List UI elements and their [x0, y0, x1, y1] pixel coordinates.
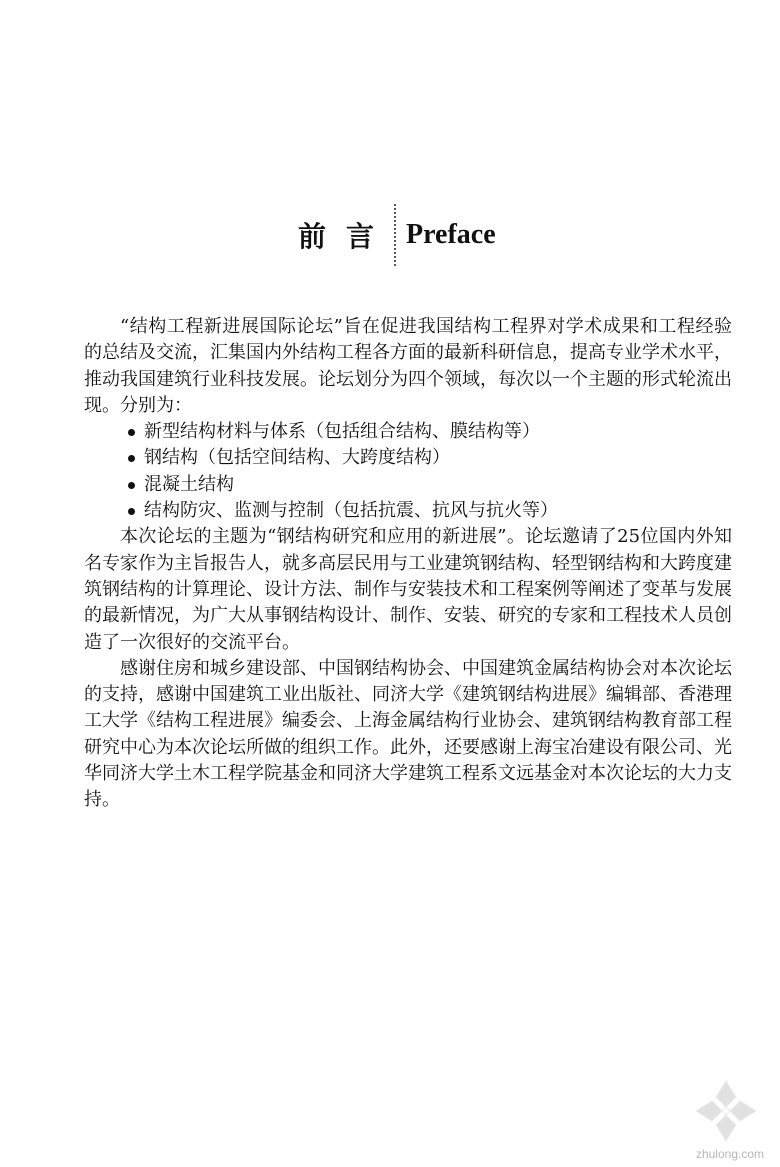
- bullet-icon: [128, 482, 135, 489]
- topic-list-item: [128, 498, 732, 524]
- topic-label: 新型结构材料与体系（包括组合结构、膜结构等）: [144, 421, 540, 443]
- topic-label: 结构防灾、监测与控制（包括抗震、抗风与抗火等）: [144, 500, 558, 522]
- bullet-icon: [128, 429, 135, 436]
- watermark-text: zhulong.com: [695, 1147, 764, 1161]
- title-english: Preface: [406, 219, 496, 250]
- topic-list-item: [128, 472, 732, 498]
- watermark-logo-icon: [692, 1077, 760, 1145]
- title-chinese: 前言: [298, 220, 395, 253]
- topic-list-item: [128, 419, 732, 445]
- topic-label: 钢结构（包括空间结构、大跨度结构）: [144, 447, 450, 469]
- topic-list: [84, 419, 732, 524]
- bullet-icon: [128, 455, 135, 462]
- topic-label: 混凝土结构: [144, 473, 234, 495]
- intro-paragraph: “结构工程新进展国际论坛”旨在促进我国结构工程界对学术成果和工程经验的总结及交流，汇集国内外结构工程各方面的最新科研信息，提高专业学术水平，推动我国建筑行业科技发展。论坛划分为四个领域，每次以一个主题的形式轮流出现。分别为：: [84, 316, 732, 416]
- bullet-icon: [128, 508, 135, 515]
- preface-body: [84, 314, 732, 814]
- preface-heading: [298, 205, 496, 265]
- acknowledgement-paragraph: 感谢住房和城乡建设部、中国钢结构协会、中国建筑金属结构协会对本次论坛的支持，感谢中国建筑工业出版社、同济大学《建筑钢结构进展》编辑部、香港理工大学《结构工程进展》编委会、上海金属结构行业协会、建筑钢结构教育部工程研究中心为本次论坛所做的组织工作。此外，还要感谢上海宝冶建设有限公司、光华同济大学土木工程学院基金和同济大学建筑工程系文远基金对本次论坛的大力支持。: [84, 657, 732, 811]
- theme-paragraph: 本次论坛的主题为“钢结构研究和应用的新进展”。论坛邀请了25位国内外知名专家作为主旨报告人，就多高层民用与工业建筑钢结构、轻型钢结构和大跨度建筑钢结构的计算理论、设计方法、制作与安装技术和工程案例等阐述了变革与发展的最新情况，为广大从事钢结构设计、制作、安装、研究的专家和工程技术人员创造了一次很好的交流平台。: [84, 526, 732, 653]
- topic-list-item: [128, 445, 732, 471]
- title-divider: [394, 204, 396, 266]
